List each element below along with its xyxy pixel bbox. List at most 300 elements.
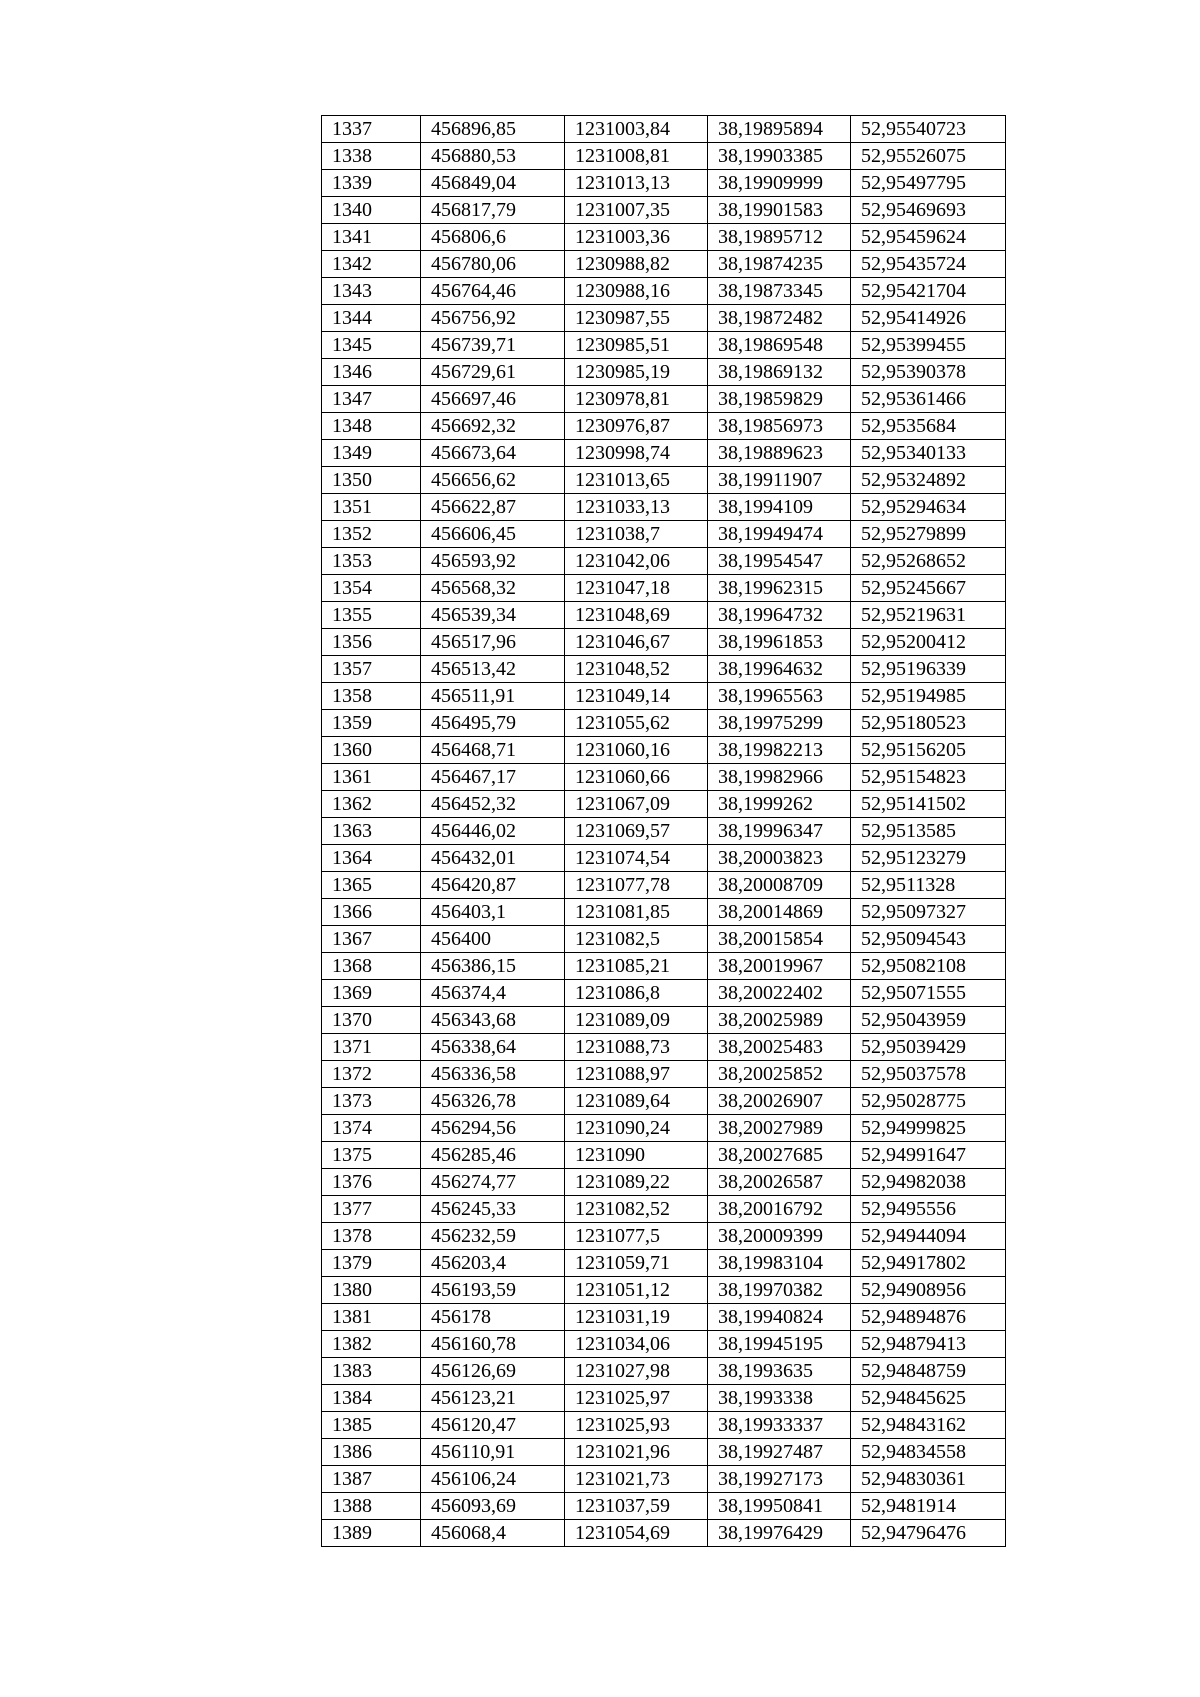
- x-coordinate-cell: 456160,78: [421, 1331, 565, 1358]
- latitude-cell: 38,20025852: [708, 1061, 851, 1088]
- table-row: [322, 872, 1006, 899]
- point-number-cell: 1370: [322, 1007, 421, 1034]
- longitude-cell: 52,94845625: [851, 1385, 1006, 1412]
- y-coordinate-cell: 1231060,16: [565, 737, 708, 764]
- point-number-cell: 1373: [322, 1088, 421, 1115]
- y-coordinate-cell: 1231090: [565, 1142, 708, 1169]
- table-row: [322, 1385, 1006, 1412]
- point-number-cell: 1362: [322, 791, 421, 818]
- longitude-cell: 52,95071555: [851, 980, 1006, 1007]
- point-number-cell: 1349: [322, 440, 421, 467]
- point-number-cell: 1356: [322, 629, 421, 656]
- table-row: [322, 197, 1006, 224]
- point-number-cell: 1363: [322, 818, 421, 845]
- x-coordinate-cell: 456849,04: [421, 170, 565, 197]
- x-coordinate-cell: 456764,46: [421, 278, 565, 305]
- longitude-cell: 52,95497795: [851, 170, 1006, 197]
- longitude-cell: 52,95200412: [851, 629, 1006, 656]
- table-row: [322, 1142, 1006, 1169]
- table-row: [322, 170, 1006, 197]
- longitude-cell: 52,95123279: [851, 845, 1006, 872]
- point-number-cell: 1350: [322, 467, 421, 494]
- point-number-cell: 1367: [322, 926, 421, 953]
- table-row: [322, 1304, 1006, 1331]
- table-row: [322, 548, 1006, 575]
- point-number-cell: 1385: [322, 1412, 421, 1439]
- point-number-cell: 1360: [322, 737, 421, 764]
- latitude-cell: 38,20015854: [708, 926, 851, 953]
- point-number-cell: 1365: [322, 872, 421, 899]
- x-coordinate-cell: 456326,78: [421, 1088, 565, 1115]
- longitude-cell: 52,94796476: [851, 1520, 1006, 1547]
- latitude-cell: 38,19873345: [708, 278, 851, 305]
- x-coordinate-cell: 456093,69: [421, 1493, 565, 1520]
- latitude-cell: 38,20009399: [708, 1223, 851, 1250]
- longitude-cell: 52,95039429: [851, 1034, 1006, 1061]
- latitude-cell: 38,19927487: [708, 1439, 851, 1466]
- y-coordinate-cell: 1231069,57: [565, 818, 708, 845]
- y-coordinate-cell: 1231055,62: [565, 710, 708, 737]
- point-number-cell: 1344: [322, 305, 421, 332]
- latitude-cell: 38,19869132: [708, 359, 851, 386]
- latitude-cell: 38,20026587: [708, 1169, 851, 1196]
- point-number-cell: 1359: [322, 710, 421, 737]
- longitude-cell: 52,95421704: [851, 278, 1006, 305]
- latitude-cell: 38,1993635: [708, 1358, 851, 1385]
- point-number-cell: 1387: [322, 1466, 421, 1493]
- latitude-cell: 38,1993338: [708, 1385, 851, 1412]
- x-coordinate-cell: 456110,91: [421, 1439, 565, 1466]
- longitude-cell: 52,94999825: [851, 1115, 1006, 1142]
- y-coordinate-cell: 1230985,51: [565, 332, 708, 359]
- point-number-cell: 1376: [322, 1169, 421, 1196]
- point-number-cell: 1377: [322, 1196, 421, 1223]
- table-row: [322, 1088, 1006, 1115]
- y-coordinate-cell: 1231048,69: [565, 602, 708, 629]
- longitude-cell: 52,94917802: [851, 1250, 1006, 1277]
- longitude-cell: 52,95469693: [851, 197, 1006, 224]
- longitude-cell: 52,94944094: [851, 1223, 1006, 1250]
- table-row: [322, 521, 1006, 548]
- x-coordinate-cell: 456285,46: [421, 1142, 565, 1169]
- latitude-cell: 38,20025483: [708, 1034, 851, 1061]
- y-coordinate-cell: 1231008,81: [565, 143, 708, 170]
- longitude-cell: 52,94843162: [851, 1412, 1006, 1439]
- latitude-cell: 38,19895712: [708, 224, 851, 251]
- point-number-cell: 1375: [322, 1142, 421, 1169]
- y-coordinate-cell: 1231082,52: [565, 1196, 708, 1223]
- point-number-cell: 1342: [322, 251, 421, 278]
- latitude-cell: 38,19949474: [708, 521, 851, 548]
- table-row: [322, 1439, 1006, 1466]
- point-number-cell: 1361: [322, 764, 421, 791]
- y-coordinate-cell: 1231054,69: [565, 1520, 708, 1547]
- y-coordinate-cell: 1231013,13: [565, 170, 708, 197]
- point-number-cell: 1337: [322, 116, 421, 143]
- x-coordinate-cell: 456622,87: [421, 494, 565, 521]
- point-number-cell: 1346: [322, 359, 421, 386]
- longitude-cell: 52,95526075: [851, 143, 1006, 170]
- longitude-cell: 52,95540723: [851, 116, 1006, 143]
- y-coordinate-cell: 1230985,19: [565, 359, 708, 386]
- latitude-cell: 38,19965563: [708, 683, 851, 710]
- latitude-cell: 38,19945195: [708, 1331, 851, 1358]
- y-coordinate-cell: 1231034,06: [565, 1331, 708, 1358]
- x-coordinate-cell: 456178: [421, 1304, 565, 1331]
- latitude-cell: 38,19954547: [708, 548, 851, 575]
- table-row: [322, 440, 1006, 467]
- point-number-cell: 1371: [322, 1034, 421, 1061]
- table-row: [322, 899, 1006, 926]
- table-row: [322, 1223, 1006, 1250]
- y-coordinate-cell: 1231081,85: [565, 899, 708, 926]
- table-row: [322, 710, 1006, 737]
- longitude-cell: 52,94834558: [851, 1439, 1006, 1466]
- longitude-cell: 52,95390378: [851, 359, 1006, 386]
- table-row: [322, 629, 1006, 656]
- x-coordinate-cell: 456123,21: [421, 1385, 565, 1412]
- x-coordinate-cell: 456446,02: [421, 818, 565, 845]
- latitude-cell: 38,19933337: [708, 1412, 851, 1439]
- y-coordinate-cell: 1231067,09: [565, 791, 708, 818]
- x-coordinate-cell: 456697,46: [421, 386, 565, 413]
- point-number-cell: 1348: [322, 413, 421, 440]
- table-row: [322, 467, 1006, 494]
- x-coordinate-cell: 456692,32: [421, 413, 565, 440]
- table-row: [322, 1358, 1006, 1385]
- point-number-cell: 1382: [322, 1331, 421, 1358]
- x-coordinate-cell: 456817,79: [421, 197, 565, 224]
- x-coordinate-cell: 456420,87: [421, 872, 565, 899]
- latitude-cell: 38,19872482: [708, 305, 851, 332]
- x-coordinate-cell: 456245,33: [421, 1196, 565, 1223]
- point-number-cell: 1347: [322, 386, 421, 413]
- x-coordinate-cell: 456729,61: [421, 359, 565, 386]
- table-row: [322, 656, 1006, 683]
- table-row: [322, 386, 1006, 413]
- y-coordinate-cell: 1231051,12: [565, 1277, 708, 1304]
- longitude-cell: 52,9513585: [851, 818, 1006, 845]
- point-number-cell: 1366: [322, 899, 421, 926]
- table-row: [322, 953, 1006, 980]
- longitude-cell: 52,94830361: [851, 1466, 1006, 1493]
- table-row: [322, 116, 1006, 143]
- latitude-cell: 38,19901583: [708, 197, 851, 224]
- latitude-cell: 38,19869548: [708, 332, 851, 359]
- table-row: [322, 1115, 1006, 1142]
- x-coordinate-cell: 456274,77: [421, 1169, 565, 1196]
- x-coordinate-cell: 456513,42: [421, 656, 565, 683]
- table-row: [322, 143, 1006, 170]
- latitude-cell: 38,19970382: [708, 1277, 851, 1304]
- y-coordinate-cell: 1230987,55: [565, 305, 708, 332]
- longitude-cell: 52,94982038: [851, 1169, 1006, 1196]
- longitude-cell: 52,95141502: [851, 791, 1006, 818]
- x-coordinate-cell: 456606,45: [421, 521, 565, 548]
- table-row: [322, 1493, 1006, 1520]
- table-row: [322, 1520, 1006, 1547]
- point-number-cell: 1383: [322, 1358, 421, 1385]
- point-number-cell: 1368: [322, 953, 421, 980]
- y-coordinate-cell: 1230988,16: [565, 278, 708, 305]
- y-coordinate-cell: 1231089,22: [565, 1169, 708, 1196]
- latitude-cell: 38,19950841: [708, 1493, 851, 1520]
- longitude-cell: 52,95361466: [851, 386, 1006, 413]
- x-coordinate-cell: 456656,62: [421, 467, 565, 494]
- x-coordinate-cell: 456511,91: [421, 683, 565, 710]
- longitude-cell: 52,95156205: [851, 737, 1006, 764]
- table-row: [322, 764, 1006, 791]
- y-coordinate-cell: 1231037,59: [565, 1493, 708, 1520]
- table-row: [322, 413, 1006, 440]
- latitude-cell: 38,19911907: [708, 467, 851, 494]
- x-coordinate-cell: 456403,1: [421, 899, 565, 926]
- table-row: [322, 494, 1006, 521]
- longitude-cell: 52,95245667: [851, 575, 1006, 602]
- latitude-cell: 38,20027989: [708, 1115, 851, 1142]
- y-coordinate-cell: 1231013,65: [565, 467, 708, 494]
- latitude-cell: 38,19975299: [708, 710, 851, 737]
- x-coordinate-cell: 456756,92: [421, 305, 565, 332]
- point-number-cell: 1351: [322, 494, 421, 521]
- x-coordinate-cell: 456452,32: [421, 791, 565, 818]
- x-coordinate-cell: 456386,15: [421, 953, 565, 980]
- latitude-cell: 38,19983104: [708, 1250, 851, 1277]
- latitude-cell: 38,20019967: [708, 953, 851, 980]
- latitude-cell: 38,20022402: [708, 980, 851, 1007]
- y-coordinate-cell: 1231025,97: [565, 1385, 708, 1412]
- x-coordinate-cell: 456495,79: [421, 710, 565, 737]
- table-row: [322, 305, 1006, 332]
- latitude-cell: 38,19996347: [708, 818, 851, 845]
- latitude-cell: 38,19982966: [708, 764, 851, 791]
- x-coordinate-cell: 456467,17: [421, 764, 565, 791]
- longitude-cell: 52,95435724: [851, 251, 1006, 278]
- table-row: [322, 1061, 1006, 1088]
- point-number-cell: 1388: [322, 1493, 421, 1520]
- point-number-cell: 1355: [322, 602, 421, 629]
- latitude-cell: 38,20027685: [708, 1142, 851, 1169]
- table-row: [322, 1007, 1006, 1034]
- y-coordinate-cell: 1231077,78: [565, 872, 708, 899]
- coordinates-table: [321, 115, 1006, 1547]
- x-coordinate-cell: 456673,64: [421, 440, 565, 467]
- x-coordinate-cell: 456517,96: [421, 629, 565, 656]
- longitude-cell: 52,95340133: [851, 440, 1006, 467]
- longitude-cell: 52,95268652: [851, 548, 1006, 575]
- x-coordinate-cell: 456896,85: [421, 116, 565, 143]
- point-number-cell: 1378: [322, 1223, 421, 1250]
- x-coordinate-cell: 456806,6: [421, 224, 565, 251]
- longitude-cell: 52,95279899: [851, 521, 1006, 548]
- point-number-cell: 1358: [322, 683, 421, 710]
- x-coordinate-cell: 456203,4: [421, 1250, 565, 1277]
- point-number-cell: 1353: [322, 548, 421, 575]
- table-row: [322, 791, 1006, 818]
- latitude-cell: 38,19940824: [708, 1304, 851, 1331]
- latitude-cell: 38,20008709: [708, 872, 851, 899]
- point-number-cell: 1338: [322, 143, 421, 170]
- y-coordinate-cell: 1231074,54: [565, 845, 708, 872]
- latitude-cell: 38,19964732: [708, 602, 851, 629]
- x-coordinate-cell: 456338,64: [421, 1034, 565, 1061]
- point-number-cell: 1352: [322, 521, 421, 548]
- x-coordinate-cell: 456068,4: [421, 1520, 565, 1547]
- point-number-cell: 1364: [322, 845, 421, 872]
- x-coordinate-cell: 456106,24: [421, 1466, 565, 1493]
- table-row: [322, 575, 1006, 602]
- point-number-cell: 1386: [322, 1439, 421, 1466]
- longitude-cell: 52,95324892: [851, 467, 1006, 494]
- latitude-cell: 38,19889623: [708, 440, 851, 467]
- latitude-cell: 38,20016792: [708, 1196, 851, 1223]
- y-coordinate-cell: 1231031,19: [565, 1304, 708, 1331]
- longitude-cell: 52,9495556: [851, 1196, 1006, 1223]
- longitude-cell: 52,95459624: [851, 224, 1006, 251]
- longitude-cell: 52,95094543: [851, 926, 1006, 953]
- y-coordinate-cell: 1231086,8: [565, 980, 708, 1007]
- point-number-cell: 1357: [322, 656, 421, 683]
- latitude-cell: 38,19961853: [708, 629, 851, 656]
- table-row: [322, 737, 1006, 764]
- y-coordinate-cell: 1231038,7: [565, 521, 708, 548]
- table-row: [322, 845, 1006, 872]
- longitude-cell: 52,94908956: [851, 1277, 1006, 1304]
- x-coordinate-cell: 456539,34: [421, 602, 565, 629]
- latitude-cell: 38,20026907: [708, 1088, 851, 1115]
- latitude-cell: 38,19909999: [708, 170, 851, 197]
- latitude-cell: 38,19856973: [708, 413, 851, 440]
- point-number-cell: 1380: [322, 1277, 421, 1304]
- longitude-cell: 52,9511328: [851, 872, 1006, 899]
- y-coordinate-cell: 1230976,87: [565, 413, 708, 440]
- longitude-cell: 52,95037578: [851, 1061, 1006, 1088]
- y-coordinate-cell: 1231046,67: [565, 629, 708, 656]
- table-row: [322, 224, 1006, 251]
- longitude-cell: 52,95196339: [851, 656, 1006, 683]
- longitude-cell: 52,94848759: [851, 1358, 1006, 1385]
- latitude-cell: 38,19895894: [708, 116, 851, 143]
- x-coordinate-cell: 456193,59: [421, 1277, 565, 1304]
- y-coordinate-cell: 1231082,5: [565, 926, 708, 953]
- y-coordinate-cell: 1231085,21: [565, 953, 708, 980]
- table-row: [322, 926, 1006, 953]
- x-coordinate-cell: 456120,47: [421, 1412, 565, 1439]
- latitude-cell: 38,19903385: [708, 143, 851, 170]
- longitude-cell: 52,95399455: [851, 332, 1006, 359]
- y-coordinate-cell: 1231089,09: [565, 1007, 708, 1034]
- x-coordinate-cell: 456880,53: [421, 143, 565, 170]
- y-coordinate-cell: 1231003,36: [565, 224, 708, 251]
- longitude-cell: 52,95097327: [851, 899, 1006, 926]
- y-coordinate-cell: 1231003,84: [565, 116, 708, 143]
- x-coordinate-cell: 456468,71: [421, 737, 565, 764]
- point-number-cell: 1384: [322, 1385, 421, 1412]
- y-coordinate-cell: 1230978,81: [565, 386, 708, 413]
- table-row: [322, 1277, 1006, 1304]
- y-coordinate-cell: 1231059,71: [565, 1250, 708, 1277]
- longitude-cell: 52,95043959: [851, 1007, 1006, 1034]
- x-coordinate-cell: 456780,06: [421, 251, 565, 278]
- table-row: [322, 332, 1006, 359]
- table-row: [322, 1196, 1006, 1223]
- x-coordinate-cell: 456343,68: [421, 1007, 565, 1034]
- y-coordinate-cell: 1231049,14: [565, 683, 708, 710]
- point-number-cell: 1381: [322, 1304, 421, 1331]
- table-row: [322, 1169, 1006, 1196]
- coordinates-table-body: [322, 116, 1006, 1547]
- table-row: [322, 251, 1006, 278]
- y-coordinate-cell: 1231077,5: [565, 1223, 708, 1250]
- table-row: [322, 1331, 1006, 1358]
- longitude-cell: 52,94894876: [851, 1304, 1006, 1331]
- table-row: [322, 1034, 1006, 1061]
- point-number-cell: 1354: [322, 575, 421, 602]
- table-row: [322, 278, 1006, 305]
- x-coordinate-cell: 456126,69: [421, 1358, 565, 1385]
- point-number-cell: 1374: [322, 1115, 421, 1142]
- x-coordinate-cell: 456568,32: [421, 575, 565, 602]
- point-number-cell: 1379: [322, 1250, 421, 1277]
- point-number-cell: 1339: [322, 170, 421, 197]
- y-coordinate-cell: 1231060,66: [565, 764, 708, 791]
- longitude-cell: 52,95028775: [851, 1088, 1006, 1115]
- y-coordinate-cell: 1231088,97: [565, 1061, 708, 1088]
- y-coordinate-cell: 1231088,73: [565, 1034, 708, 1061]
- y-coordinate-cell: 1230998,74: [565, 440, 708, 467]
- table-row: [322, 683, 1006, 710]
- latitude-cell: 38,19927173: [708, 1466, 851, 1493]
- latitude-cell: 38,19859829: [708, 386, 851, 413]
- longitude-cell: 52,94991647: [851, 1142, 1006, 1169]
- longitude-cell: 52,94879413: [851, 1331, 1006, 1358]
- longitude-cell: 52,95414926: [851, 305, 1006, 332]
- y-coordinate-cell: 1231025,93: [565, 1412, 708, 1439]
- x-coordinate-cell: 456739,71: [421, 332, 565, 359]
- latitude-cell: 38,20003823: [708, 845, 851, 872]
- longitude-cell: 52,95194985: [851, 683, 1006, 710]
- table-row: [322, 1466, 1006, 1493]
- latitude-cell: 38,20014869: [708, 899, 851, 926]
- point-number-cell: 1369: [322, 980, 421, 1007]
- latitude-cell: 38,19982213: [708, 737, 851, 764]
- latitude-cell: 38,19962315: [708, 575, 851, 602]
- x-coordinate-cell: 456593,92: [421, 548, 565, 575]
- point-number-cell: 1340: [322, 197, 421, 224]
- y-coordinate-cell: 1230988,82: [565, 251, 708, 278]
- longitude-cell: 52,95180523: [851, 710, 1006, 737]
- longitude-cell: 52,9535684: [851, 413, 1006, 440]
- x-coordinate-cell: 456432,01: [421, 845, 565, 872]
- latitude-cell: 38,1994109: [708, 494, 851, 521]
- longitude-cell: 52,9481914: [851, 1493, 1006, 1520]
- latitude-cell: 38,20025989: [708, 1007, 851, 1034]
- point-number-cell: 1343: [322, 278, 421, 305]
- point-number-cell: 1345: [322, 332, 421, 359]
- point-number-cell: 1389: [322, 1520, 421, 1547]
- table-row: [322, 818, 1006, 845]
- y-coordinate-cell: 1231090,24: [565, 1115, 708, 1142]
- table-row: [322, 980, 1006, 1007]
- table-row: [322, 359, 1006, 386]
- longitude-cell: 52,95294634: [851, 494, 1006, 521]
- point-number-cell: 1341: [322, 224, 421, 251]
- latitude-cell: 38,19964632: [708, 656, 851, 683]
- x-coordinate-cell: 456294,56: [421, 1115, 565, 1142]
- y-coordinate-cell: 1231089,64: [565, 1088, 708, 1115]
- x-coordinate-cell: 456374,4: [421, 980, 565, 1007]
- x-coordinate-cell: 456232,59: [421, 1223, 565, 1250]
